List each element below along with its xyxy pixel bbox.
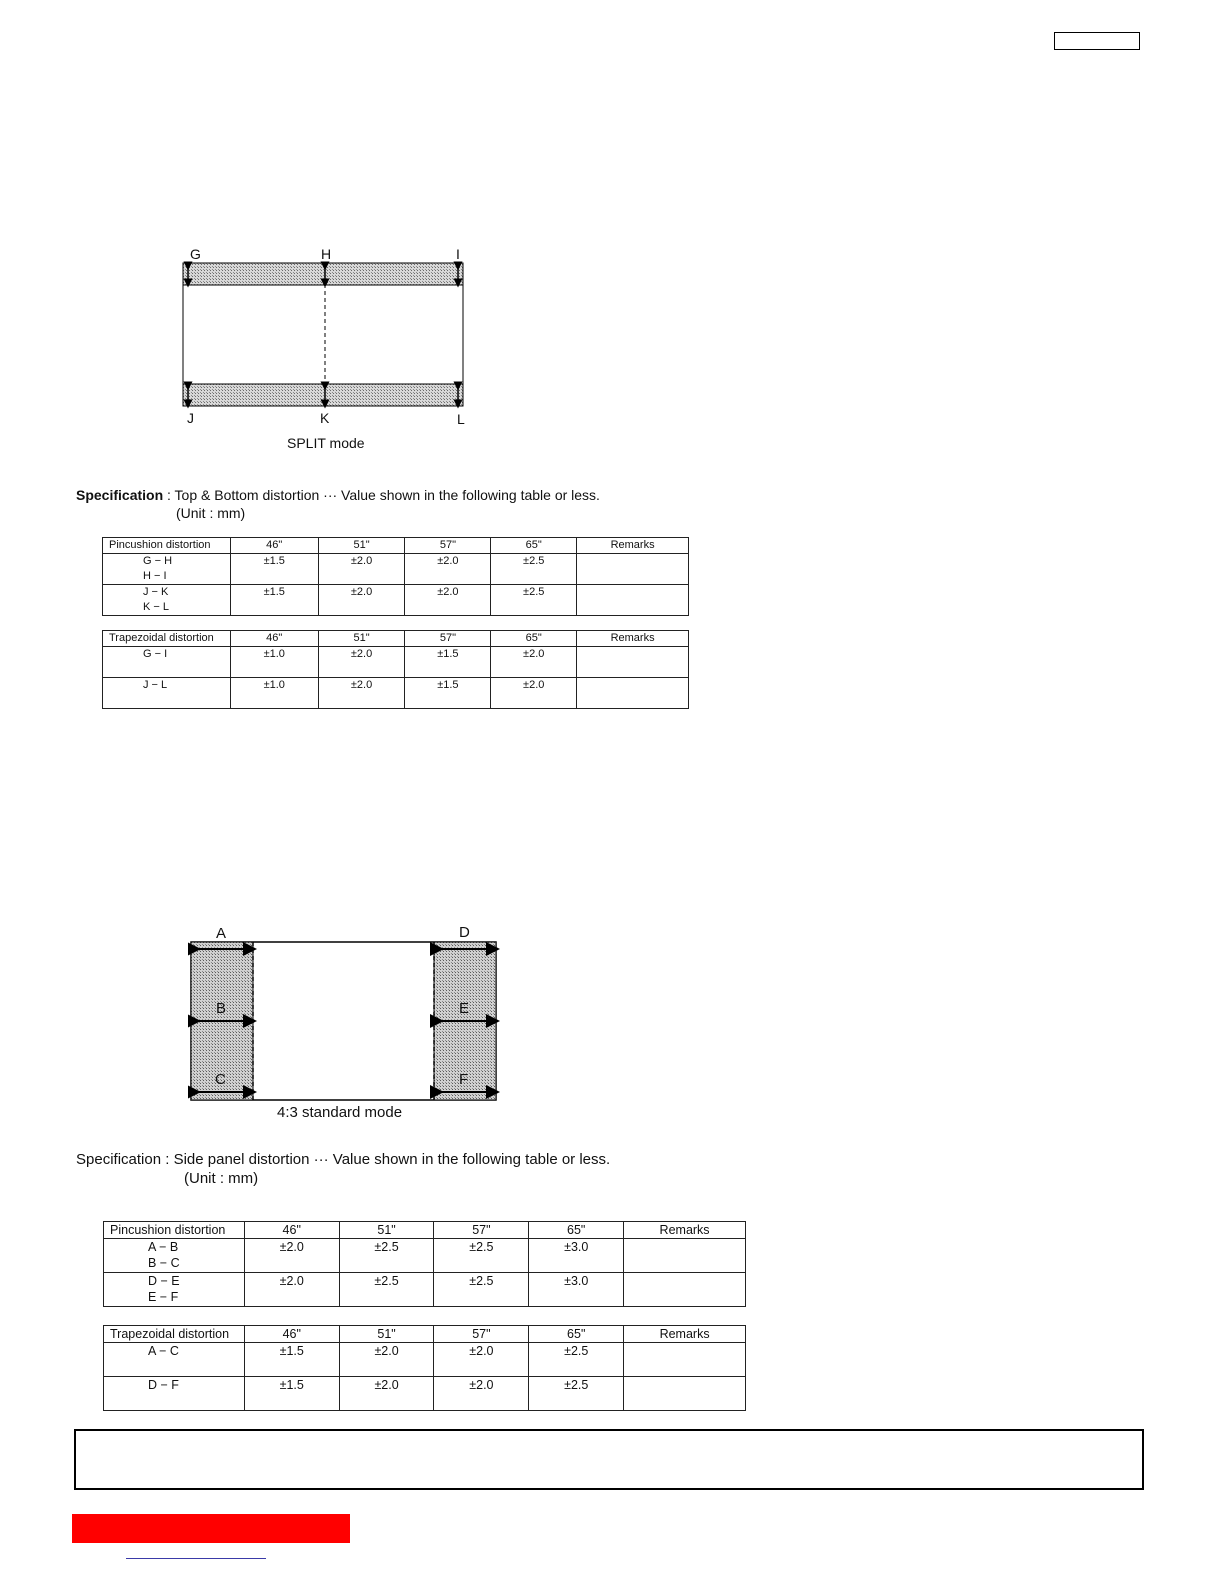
value-cell: ±2.0 <box>279 1274 304 1288</box>
header-cell: 57" <box>434 1222 529 1239</box>
header-cell: 46" <box>244 1326 339 1343</box>
header-cell: Pincushion distortion <box>103 538 231 554</box>
pair-label: E − F <box>148 1290 179 1304</box>
value-cell: ±1.5 <box>437 679 459 691</box>
label-d: D <box>459 924 470 941</box>
table-row <box>104 1377 746 1411</box>
pair-label: K − L <box>143 601 169 613</box>
table-header-row <box>104 1222 746 1239</box>
pair-label: D − F <box>148 1378 179 1392</box>
spec-text: : Side panel distortion ··· Value shown in the following table or less. <box>161 1151 611 1168</box>
header-cell: Remarks <box>577 631 689 647</box>
label-b: B <box>216 1000 227 1017</box>
header-cell: 65" <box>529 1326 624 1343</box>
value-cell: ±2.5 <box>469 1240 494 1254</box>
value-cell: ±3.0 <box>564 1274 589 1288</box>
value-cell: ±1.5 <box>437 648 459 660</box>
header-cell: 51" <box>318 538 405 554</box>
bottom-shaded-band <box>183 384 463 406</box>
table-row <box>103 554 689 585</box>
value-cell: ±2.0 <box>279 1240 304 1254</box>
remarks-cell <box>624 1343 746 1377</box>
trapezoidal-table-split <box>102 630 689 709</box>
pair-label: J − L <box>143 679 168 691</box>
remarks-cell <box>577 585 689 616</box>
spec-text: : Top & Bottom distortion ··· Value shown in the following table or less. <box>163 487 600 503</box>
table-row <box>103 647 689 678</box>
header-cell: 46" <box>230 631 318 647</box>
value-cell: ±2.5 <box>469 1274 494 1288</box>
pair-label: G − I <box>143 648 168 660</box>
split-mode-caption: SPLIT mode <box>287 435 365 451</box>
spec-top-bottom <box>76 486 696 504</box>
header-cell: 46" <box>244 1222 339 1239</box>
split-mode-diagram <box>180 258 470 418</box>
header-cell: Remarks <box>624 1222 746 1239</box>
header-box <box>1054 32 1140 50</box>
header-cell: 51" <box>339 1222 434 1239</box>
table-header-row <box>103 631 689 647</box>
remarks-cell <box>624 1239 746 1273</box>
red-banner[interactable] <box>72 1514 350 1543</box>
label-h: H <box>321 246 332 262</box>
value-cell: ±2.0 <box>469 1378 494 1392</box>
value-cell: ±2.0 <box>523 648 545 660</box>
value-cell: ±2.5 <box>523 586 545 598</box>
label-g: G <box>190 246 201 262</box>
value-cell: ±3.0 <box>564 1240 589 1254</box>
value-cell: ±1.0 <box>263 648 285 660</box>
remarks-cell <box>624 1273 746 1307</box>
header-cell: 46" <box>230 538 318 554</box>
label-i: I <box>456 246 460 262</box>
header-cell: Trapezoidal distortion <box>104 1326 245 1343</box>
spec-unit: (Unit : mm) <box>184 1170 259 1187</box>
value-cell: ±2.0 <box>469 1344 494 1358</box>
value-cell: ±2.0 <box>374 1378 399 1392</box>
header-cell: 65" <box>491 631 577 647</box>
header-cell: Pincushion distortion <box>104 1222 245 1239</box>
value-cell: ±2.0 <box>437 586 459 598</box>
header-cell: Remarks <box>624 1326 746 1343</box>
header-cell: 57" <box>405 631 491 647</box>
value-cell: ±1.0 <box>263 679 285 691</box>
header-cell: Remarks <box>577 538 689 554</box>
value-cell: ±1.5 <box>263 586 285 598</box>
link-underline[interactable] <box>126 1558 266 1559</box>
pair-label: A − B <box>148 1240 179 1254</box>
table-header-row <box>104 1326 746 1343</box>
pair-label: B − C <box>148 1256 180 1270</box>
value-cell: ±1.5 <box>263 555 285 567</box>
value-cell: ±2.0 <box>437 555 459 567</box>
spec-unit: (Unit : mm) <box>176 505 246 521</box>
value-cell: ±2.0 <box>350 555 373 567</box>
label-f: F <box>459 1071 469 1088</box>
value-cell: ±1.5 <box>279 1378 304 1392</box>
standard-mode-caption: 4:3 standard mode <box>277 1104 403 1121</box>
pincushion-table-split <box>102 537 689 616</box>
pair-label: H − I <box>143 570 167 582</box>
label-c: C <box>215 1071 226 1088</box>
value-cell: ±2.0 <box>350 586 373 598</box>
standard-mode-diagram <box>188 939 500 1105</box>
header-cell: 57" <box>405 538 491 554</box>
pair-label: D − E <box>148 1274 180 1288</box>
table-header-row <box>103 538 689 554</box>
header-cell: 65" <box>529 1222 624 1239</box>
header-cell: 51" <box>318 631 405 647</box>
remarks-cell <box>624 1377 746 1411</box>
value-cell: ±1.5 <box>279 1344 304 1358</box>
pincushion-table-standard <box>103 1221 746 1307</box>
pair-label: A − C <box>148 1344 179 1358</box>
table-row <box>104 1273 746 1307</box>
value-cell: ±2.5 <box>523 555 545 567</box>
table-row <box>103 678 689 709</box>
label-j: J <box>187 410 194 426</box>
top-shaded-band <box>183 263 463 285</box>
remarks-cell <box>577 554 689 585</box>
value-cell: ±2.0 <box>350 679 373 691</box>
table-row <box>103 585 689 616</box>
label-k: K <box>320 410 330 426</box>
header-cell: 51" <box>339 1326 434 1343</box>
table-row <box>104 1239 746 1273</box>
spec-side-panel <box>76 1150 696 1169</box>
value-cell: ±2.0 <box>350 648 373 660</box>
value-cell: ±2.0 <box>523 679 545 691</box>
pair-label: J − K <box>143 586 169 598</box>
label-l: L <box>457 411 465 427</box>
label-e: E <box>459 1000 470 1017</box>
footer-box <box>74 1429 1144 1490</box>
value-cell: ±2.5 <box>374 1240 399 1254</box>
value-cell: ±2.5 <box>564 1378 589 1392</box>
header-cell: Trapezoidal distortion <box>103 631 231 647</box>
remarks-cell <box>577 678 689 709</box>
value-cell: ±2.0 <box>374 1344 399 1358</box>
value-cell: ±2.5 <box>374 1274 399 1288</box>
spec-label: Specification <box>76 1151 162 1168</box>
trapezoidal-table-standard <box>103 1325 746 1411</box>
table-row <box>104 1343 746 1377</box>
header-cell: 57" <box>434 1326 529 1343</box>
header-cell: 65" <box>491 538 577 554</box>
value-cell: ±2.5 <box>564 1344 589 1358</box>
spec-label: Specification <box>76 487 164 503</box>
label-a: A <box>216 925 227 942</box>
remarks-cell <box>577 647 689 678</box>
pair-label: G − H <box>143 555 173 567</box>
